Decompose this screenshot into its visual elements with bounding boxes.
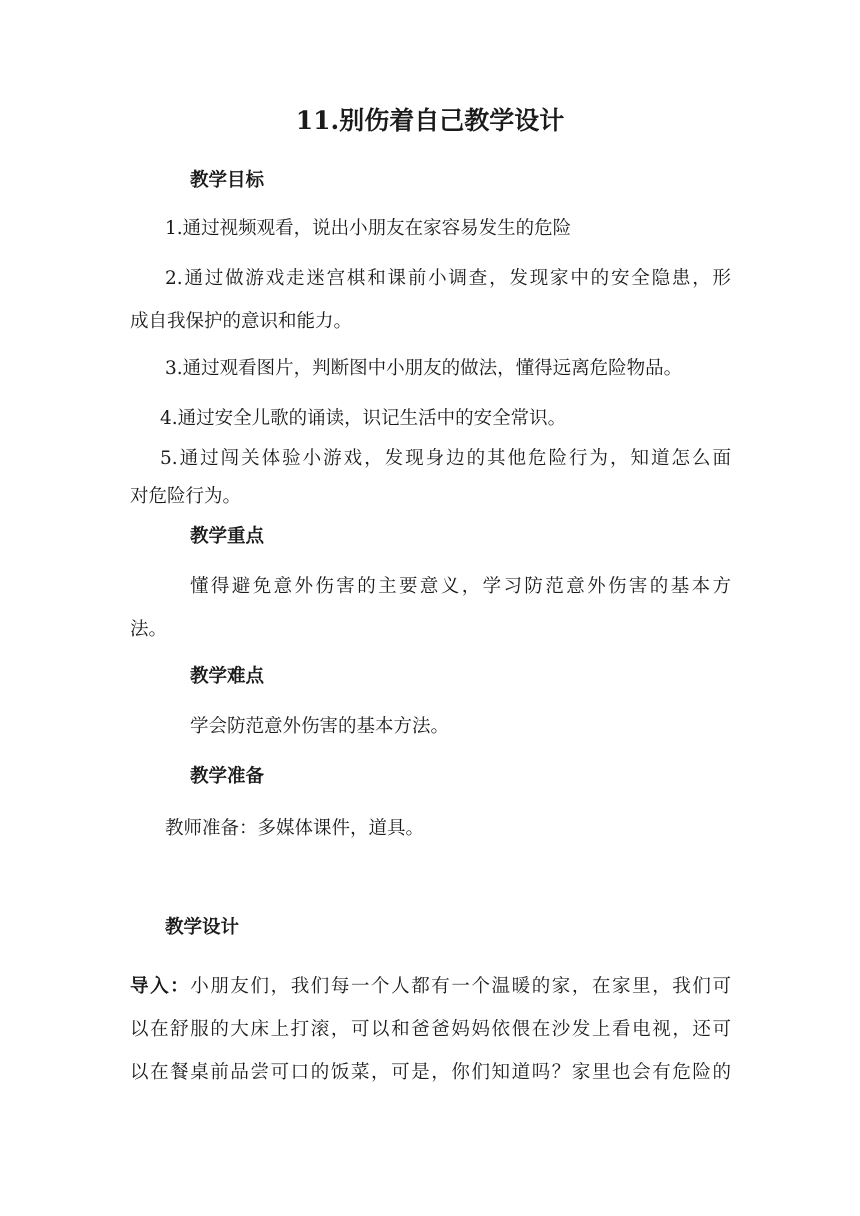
goal-5-line-1: 5.通过闯关体验小游戏，发现身边的其他危险行为，知道怎么面: [160, 448, 731, 469]
preparation-text: 教师准备：多媒体课件，道具。: [165, 818, 425, 839]
intro-label: 导入：: [130, 976, 191, 997]
intro-line-1-text: 小朋友们，我们每一个人都有一个温暖的家，在家里，我们可: [190, 976, 731, 997]
goal-1: 1.通过视频观看，说出小朋友在家容易发生的危险: [165, 218, 572, 239]
goal-2-line-2: 成自我保护的意识和能力。: [130, 311, 353, 332]
goal-4: 4.通过安全儿歌的诵读，识记生活中的安全常识。: [160, 408, 567, 429]
preparation-heading: 教学准备: [190, 766, 265, 787]
intro-line-1: [130, 974, 731, 1000]
goal-2-line-1: 2.通过做游戏走迷宫棋和课前小调查，发现家中的安全隐患，形: [165, 268, 731, 289]
goal-5-line-2: 对危险行为。: [130, 486, 242, 507]
key-points-line-1: 懂得避免意外伤害的主要意义，学习防范意外伤害的基本方: [190, 576, 731, 597]
intro-line-3: 以在餐桌前品尝可口的饭菜，可是，你们知道吗？家里也会有危险的: [130, 1062, 731, 1083]
design-heading: 教学设计: [165, 917, 240, 938]
key-points-line-2: 法。: [130, 619, 168, 640]
difficulty-text: 学会防范意外伤害的基本方法。: [190, 716, 450, 737]
goal-3: 3.通过观看图片，判断图中小朋友的做法，懂得远离危险物品。: [165, 358, 683, 379]
goals-heading: 教学目标: [190, 170, 265, 191]
difficulty-heading: 教学难点: [190, 666, 265, 687]
key-points-heading: 教学重点: [190, 526, 265, 547]
document-title: 11.别伤着自己教学设计: [295, 106, 565, 135]
intro-line-2: 以在舒服的大床上打滚，可以和爸爸妈妈依偎在沙发上看电视，还可: [130, 1019, 731, 1040]
